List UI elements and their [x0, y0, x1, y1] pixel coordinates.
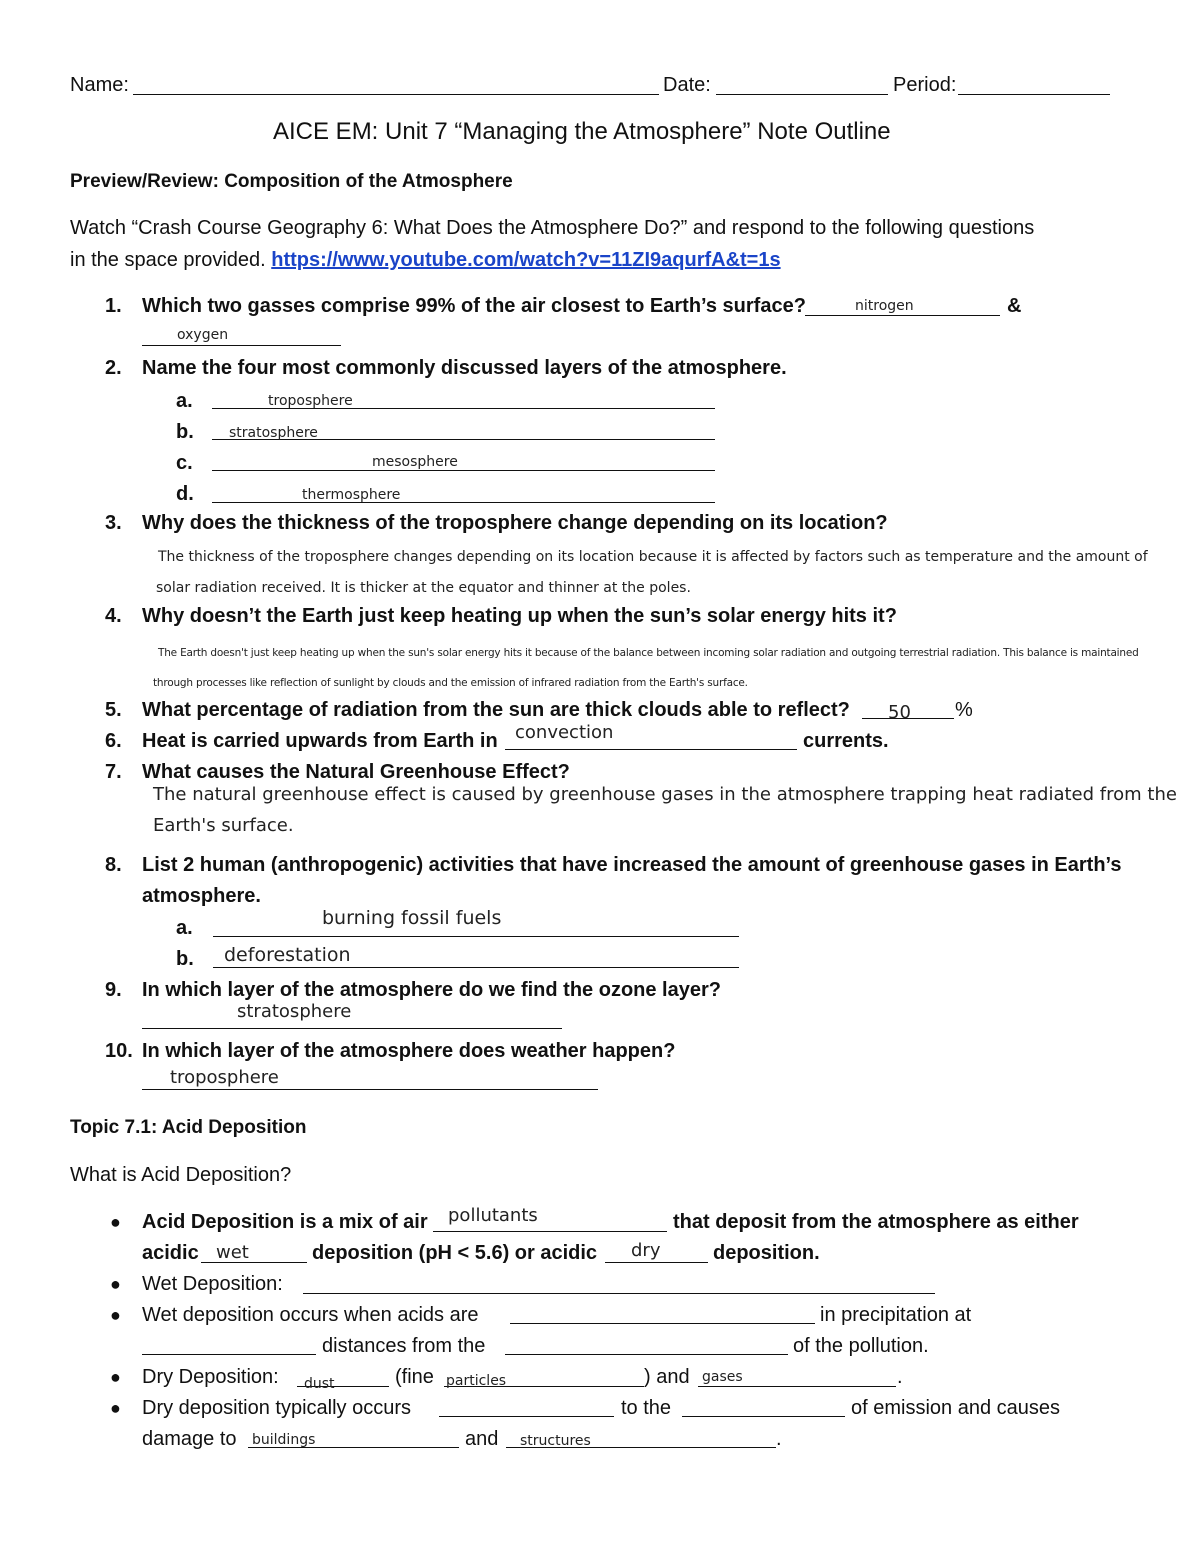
- q3-number: 3.: [105, 512, 122, 534]
- q10-blank[interactable]: [142, 1089, 598, 1090]
- q2-answer-c: mesosphere: [372, 454, 458, 470]
- b3-blank-2[interactable]: [142, 1354, 316, 1355]
- b2-blank[interactable]: [303, 1293, 935, 1294]
- period-label: Period:: [893, 74, 957, 96]
- b3-text-d: of the pollution.: [793, 1335, 929, 1357]
- q6-answer: convection: [515, 722, 614, 743]
- section-heading-composition: Preview/Review: Composition of the Atmosphere: [70, 171, 513, 192]
- b1-answer-2: wet: [216, 1242, 249, 1263]
- q3-answer-line1: The thickness of the troposphere changes depending on its location because it is affected by factors such as temperature and the amount of: [158, 549, 1148, 565]
- q6-suffix: currents.: [803, 730, 889, 752]
- q3-answer-line2: solar radiation received. It is thicker at the equator and thinner at the poles.: [156, 580, 691, 596]
- q1-number: 1.: [105, 295, 122, 317]
- video-link[interactable]: https://www.youtube.com/watch?v=11ZI9aqurfA&t=1s: [271, 249, 781, 271]
- name-line[interactable]: [133, 94, 659, 95]
- q5-answer: 50: [888, 702, 911, 723]
- q8-text-line1: List 2 human (anthropogenic) activities that have increased the amount of greenhouse gases in Earth’s: [142, 854, 1122, 876]
- b3-blank-3[interactable]: [505, 1354, 788, 1355]
- q10-answer: troposphere: [170, 1067, 279, 1088]
- q2-number: 2.: [105, 357, 122, 379]
- b5-text-c: of emission and causes: [851, 1397, 1061, 1419]
- q8-item-letter: b.: [176, 948, 194, 970]
- q2-item-letter: b.: [176, 421, 194, 443]
- section-subheading: What is Acid Deposition?: [70, 1164, 292, 1186]
- q2-answer-b: stratosphere: [229, 425, 318, 441]
- b3-text-a: Wet deposition occurs when acids are: [142, 1304, 479, 1326]
- date-line[interactable]: [716, 94, 888, 95]
- bullet-dot: ●: [110, 1212, 121, 1232]
- b4-answer-3: gases: [702, 1369, 743, 1385]
- b1-text-a: is a mix of air: [299, 1211, 428, 1233]
- q4-answer-line1: The Earth doesn't just keep heating up when the sun's solar energy hits it because of the balance between incoming solar radiation and outgoing terrestrial radiation. This balance is maintained: [158, 647, 1139, 659]
- q2-text: Name the four most commonly discussed layers of the atmosphere.: [142, 357, 787, 379]
- page-title: AICE EM: Unit 7 “Managing the Atmosphere” Note Outline: [273, 118, 891, 145]
- b1-text-e: deposition.: [713, 1242, 820, 1264]
- b3-blank-1[interactable]: [510, 1323, 815, 1324]
- q1-answer-2: oxygen: [177, 327, 229, 343]
- q6-text: Heat is carried upwards from Earth in: [142, 730, 498, 752]
- b4-answer-2: particles: [446, 1373, 507, 1389]
- b5-text-a: Dry deposition typically occurs: [142, 1397, 411, 1419]
- q2-item-letter: c.: [176, 452, 193, 474]
- q2-blank-d[interactable]: [212, 502, 715, 503]
- q2-item-letter: d.: [176, 483, 194, 505]
- q7-number: 7.: [105, 761, 122, 783]
- q6-number: 6.: [105, 730, 122, 752]
- q2-blank-c[interactable]: [212, 470, 715, 471]
- name-label: Name:: [70, 74, 129, 96]
- b4-text-b: (fine: [395, 1366, 434, 1388]
- q8-blank-a[interactable]: [213, 936, 739, 937]
- bullet-dot: ●: [110, 1398, 121, 1418]
- b4-text-d: .: [897, 1366, 903, 1388]
- intro-text: Watch “Crash Course Geography 6: What Does the Atmosphere Do?” and respond to the following questions: [70, 217, 1035, 239]
- b1-answer-1: pollutants: [448, 1205, 538, 1226]
- q8-blank-b[interactable]: [213, 967, 739, 968]
- q5-text: What percentage of radiation from the sun are thick clouds able to reflect?: [142, 699, 850, 721]
- b4-blank-3[interactable]: [698, 1386, 896, 1387]
- q8-answer-b: deforestation: [224, 944, 351, 966]
- section-heading-acid-deposition: Topic 7.1: Acid Deposition: [70, 1117, 307, 1138]
- intro-text-line2: in the space provided.: [70, 249, 266, 271]
- b1-answer-3: dry: [631, 1240, 661, 1261]
- q1-text: Which two gasses comprise 99% of the air closest to Earth’s surface?: [142, 295, 806, 317]
- q4-number: 4.: [105, 605, 122, 627]
- b1-bold-term: Acid Deposition: [142, 1211, 295, 1233]
- q1-blank-1[interactable]: [805, 315, 1000, 316]
- b2-label: Wet Deposition:: [142, 1273, 283, 1295]
- b4-text-c: ) and: [644, 1366, 690, 1388]
- b1-text-c: acidic: [142, 1242, 199, 1264]
- b3-text-b: in precipitation at: [820, 1304, 972, 1326]
- q9-blank[interactable]: [142, 1028, 562, 1029]
- q2-answer-d: thermosphere: [302, 487, 401, 503]
- b5-text-b: to the: [621, 1397, 672, 1419]
- b5-blank-1[interactable]: [439, 1416, 614, 1417]
- q2-answer-a: troposphere: [268, 393, 353, 409]
- q9-answer: stratosphere: [237, 1001, 352, 1022]
- b4-text-a: Dry Deposition:: [142, 1366, 279, 1388]
- b4-answer-1: dust: [304, 1376, 335, 1392]
- q4-text: Why doesn’t the Earth just keep heating up when the sun’s solar energy hits it?: [142, 605, 897, 627]
- q5-suffix: %: [955, 699, 973, 721]
- b1-line1: [142, 1211, 428, 1234]
- b5-answer-1: buildings: [252, 1432, 316, 1448]
- intro-text-2: [70, 249, 781, 272]
- q7-answer-line2: Earth's surface.: [153, 815, 294, 836]
- b1-text-b: that deposit from the atmosphere as either: [673, 1211, 1079, 1233]
- q3-text: Why does the thickness of the troposphere change depending on its location?: [142, 512, 888, 534]
- date-label: Date:: [663, 74, 711, 96]
- q6-blank[interactable]: [505, 749, 797, 750]
- q9-number: 9.: [105, 979, 122, 1001]
- b5-text-e: and: [465, 1428, 499, 1450]
- q8-number: 8.: [105, 854, 122, 876]
- q8-item-letter: a.: [176, 917, 193, 939]
- b1-blank-3[interactable]: [605, 1262, 708, 1263]
- q1-blank-2[interactable]: [142, 345, 341, 346]
- b3-text-c: distances from the: [322, 1335, 486, 1357]
- bullet-dot: ●: [110, 1367, 121, 1387]
- q4-answer-line2: through processes like reflection of sunlight by clouds and the emission of infrared radiation from the Earth's surface.: [153, 677, 748, 689]
- q7-text: What causes the Natural Greenhouse Effect?: [142, 761, 570, 783]
- b1-text-d: deposition (pH < 5.6) or acidic: [312, 1242, 598, 1264]
- q8-answer-a: burning fossil fuels: [322, 907, 502, 929]
- bullet-dot: ●: [110, 1305, 121, 1325]
- q10-text: In which layer of the atmosphere does weather happen?: [142, 1040, 676, 1062]
- q1-ampersand: &: [1007, 295, 1022, 317]
- q5-number: 5.: [105, 699, 122, 721]
- b5-text-f: .: [776, 1428, 782, 1450]
- bullet-dot: ●: [110, 1274, 121, 1294]
- b5-answer-2: structures: [520, 1433, 591, 1449]
- q8-text-line2: atmosphere.: [142, 885, 261, 907]
- q7-answer-line1: The natural greenhouse effect is caused by greenhouse gases in the atmosphere trapping heat radiated from the: [153, 784, 1177, 805]
- q9-text: In which layer of the atmosphere do we find the ozone layer?: [142, 979, 721, 1001]
- b1-blank-1[interactable]: [433, 1231, 667, 1232]
- q10-number: 10.: [105, 1040, 133, 1062]
- q1-answer-1: nitrogen: [855, 298, 914, 314]
- q2-item-letter: a.: [176, 390, 193, 412]
- b5-blank-2[interactable]: [682, 1416, 845, 1417]
- period-line[interactable]: [958, 94, 1110, 95]
- b5-text-d: damage to: [142, 1428, 237, 1450]
